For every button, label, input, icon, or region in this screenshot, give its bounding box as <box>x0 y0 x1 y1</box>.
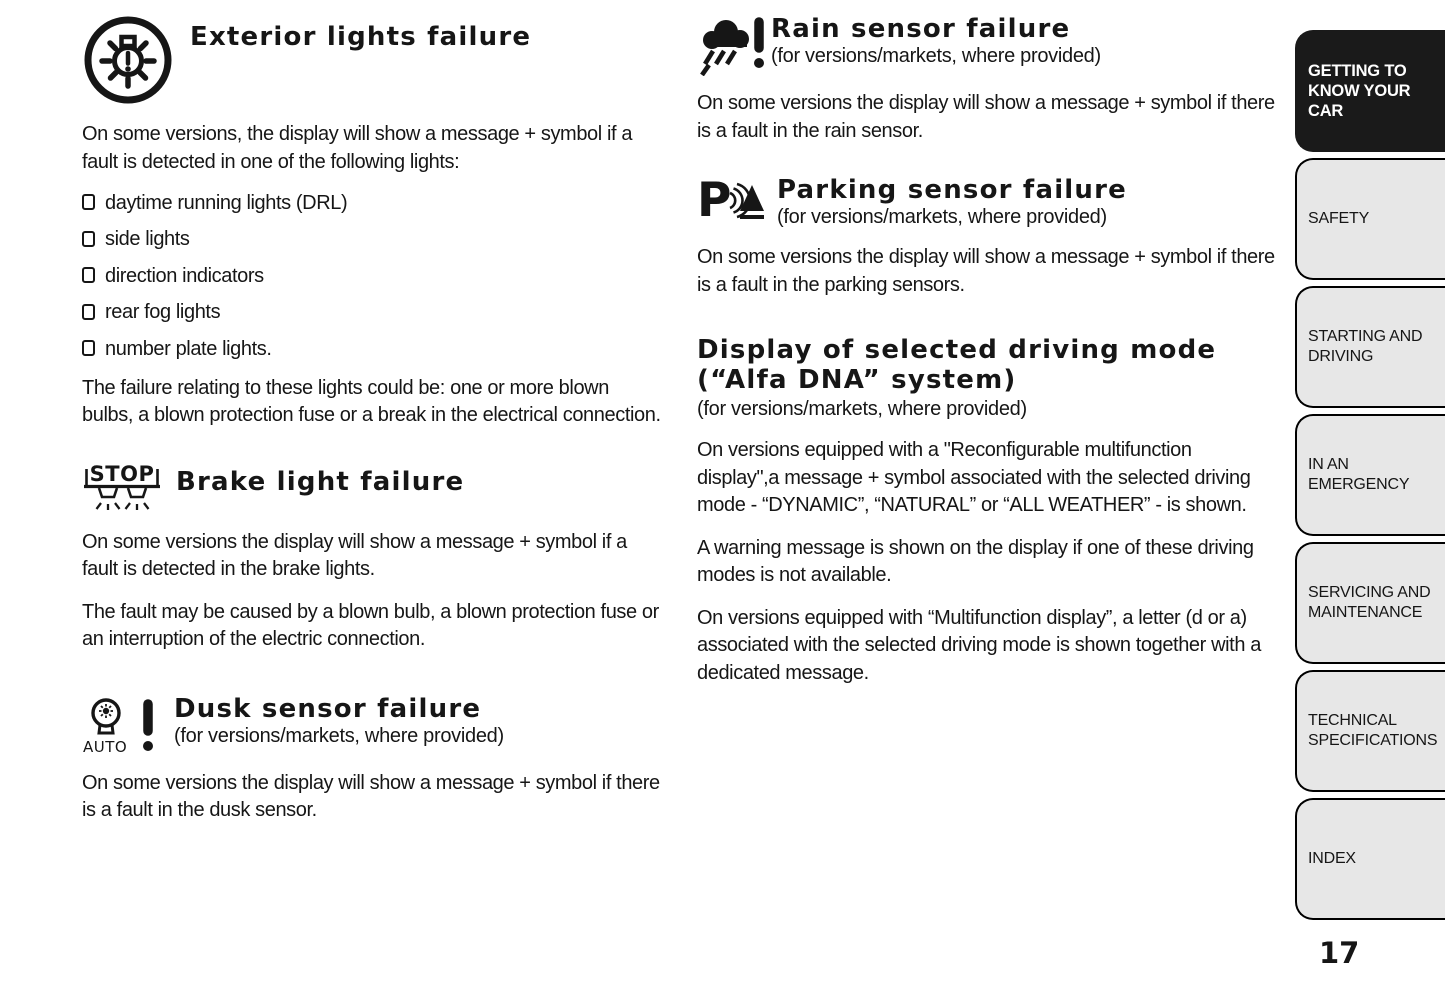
exterior-lights-title: Exterior lights failure <box>190 22 532 52</box>
list-item <box>82 222 662 259</box>
brake-light-para1: On some versions the display will show a message + symbol if a fault is detected in the brake lights. <box>82 530 627 580</box>
rain-sensor-title: Rain sensor failure <box>771 14 1071 44</box>
left-column <box>82 14 662 825</box>
sidebar-tab-label: SAFETY <box>1308 210 1370 227</box>
auto-icon-label: AUTO <box>83 737 128 756</box>
sidebar-tab-safety[interactable] <box>1295 158 1445 280</box>
sidebar-tab-servicing-and-maintenance[interactable] <box>1295 542 1445 664</box>
sidebar-tab-starting-and-driving[interactable] <box>1295 286 1445 408</box>
dusk-sensor-para1: On some versions the display will show a message + symbol if there is a fault in the dusk sensor. <box>82 771 660 821</box>
exterior-lights-para1: On some versions, the display will show a message + symbol if a fault is detected in one of the following lights: <box>82 123 633 173</box>
sidebar-tab-getting-to-know-your-car[interactable] <box>1295 30 1445 152</box>
square-bullet-icon <box>82 194 95 210</box>
page-number: 17 <box>1319 936 1360 970</box>
sidebar-tab-technical-specifications[interactable] <box>1295 670 1445 792</box>
driving-mode-para1: On versions equipped with a "Reconfigurable multifunction display",a message + symbol associated with the selected driving mode - “DYNAMIC”, “NATURAL” or “ALL WEATHER” - is shown. <box>697 439 1251 516</box>
brake-light-para2: The fault may be caused by a blown bulb, a blown protection fuse or an interruption of the electric connection. <box>82 600 659 650</box>
parking-sensor-section-header <box>697 175 1275 230</box>
rain-sensor-subtitle: (for versions/markets, where provided) <box>771 45 1101 67</box>
sidebar-tab-label: TECHNICAL SPECIFICATIONS <box>1308 712 1438 749</box>
sidebar-tab-in-an-emergency[interactable] <box>1295 414 1445 536</box>
exterior-lights-para2: The failure relating to these lights could be: one or more blown bulbs, a blown protection fuse or a break in the electrical connection. <box>82 376 661 426</box>
rain-sensor-section-header <box>697 14 1275 76</box>
sidebar-tab-label: STARTING AND DRIVING <box>1308 328 1423 365</box>
brake-light-section <box>82 458 662 654</box>
square-bullet-icon <box>82 231 95 247</box>
driving-mode-subtitle: (for versions/markets, where provided) <box>697 398 1027 420</box>
chapter-tab-index <box>1295 30 1445 920</box>
rain-cloud-warning-icon <box>697 14 771 76</box>
brake-light-section-header <box>82 458 662 516</box>
driving-mode-title-line2: (“Alfa DNA” system) <box>697 365 1017 395</box>
stop-icon-label: STOP <box>89 461 155 486</box>
list-item <box>82 258 662 295</box>
right-column <box>697 14 1275 687</box>
dusk-sensor-subtitle: (for versions/markets, where provided) <box>174 724 504 747</box>
parking-sensor-title: Parking sensor failure <box>777 175 1127 205</box>
list-item <box>82 185 662 222</box>
exterior-lights-section-header <box>82 14 662 106</box>
parking-sensor-subtitle: (for versions/markets, where provided) <box>777 206 1107 228</box>
driving-mode-para3: On versions equipped with “Multifunction display”, a letter (d or a) associated with the selected driving mode is shown together with a dedicated message. <box>697 606 1261 684</box>
square-bullet-icon <box>82 340 95 356</box>
driving-mode-title <box>697 335 1275 395</box>
driving-mode-title-line1: Display of selected driving mode <box>697 335 1217 365</box>
list-item-label: rear fog lights <box>105 301 221 324</box>
exterior-lights-warning-icon <box>82 14 174 106</box>
list-item <box>82 331 662 368</box>
brake-stop-lamp-icon <box>82 458 162 516</box>
list-item <box>82 295 662 332</box>
list-item-label: number plate lights. <box>105 337 272 360</box>
list-item-label: side lights <box>105 228 190 251</box>
parking-icon-label: P <box>697 175 732 227</box>
dusk-sensor-title: Dusk sensor failure <box>174 693 482 724</box>
square-bullet-icon <box>82 304 95 320</box>
parking-sensor-section <box>697 175 1275 299</box>
sidebar-tab-label: IN AN EMERGENCY <box>1308 456 1410 493</box>
driving-mode-para2: A warning message is shown on the display if one of these driving modes is not available. <box>697 536 1254 586</box>
sidebar-tab-label: GETTING TO KNOW YOUR CAR <box>1308 62 1411 120</box>
brake-light-title: Brake light failure <box>176 466 465 497</box>
exterior-lights-list <box>82 185 662 368</box>
list-item-label: direction indicators <box>105 264 264 287</box>
sidebar-tab-index[interactable] <box>1295 798 1445 920</box>
parking-sensor-icon <box>697 175 771 227</box>
driving-mode-section <box>697 335 1275 687</box>
sidebar-tab-label: SERVICING AND MAINTENANCE <box>1308 584 1431 621</box>
square-bullet-icon <box>82 267 95 283</box>
sidebar-tab-label: INDEX <box>1308 850 1356 867</box>
dusk-sensor-section-header <box>82 694 662 758</box>
rain-sensor-para1: On some versions the display will show a message + symbol if there is a fault in the rain sensor. <box>697 92 1275 142</box>
dusk-sensor-bulb-auto-icon <box>82 694 170 758</box>
dusk-sensor-section <box>82 694 662 825</box>
list-item-label: daytime running lights (DRL) <box>105 191 348 214</box>
parking-sensor-para1: On some versions the display will show a message + symbol if there is a fault in the parking sensors. <box>697 246 1275 296</box>
